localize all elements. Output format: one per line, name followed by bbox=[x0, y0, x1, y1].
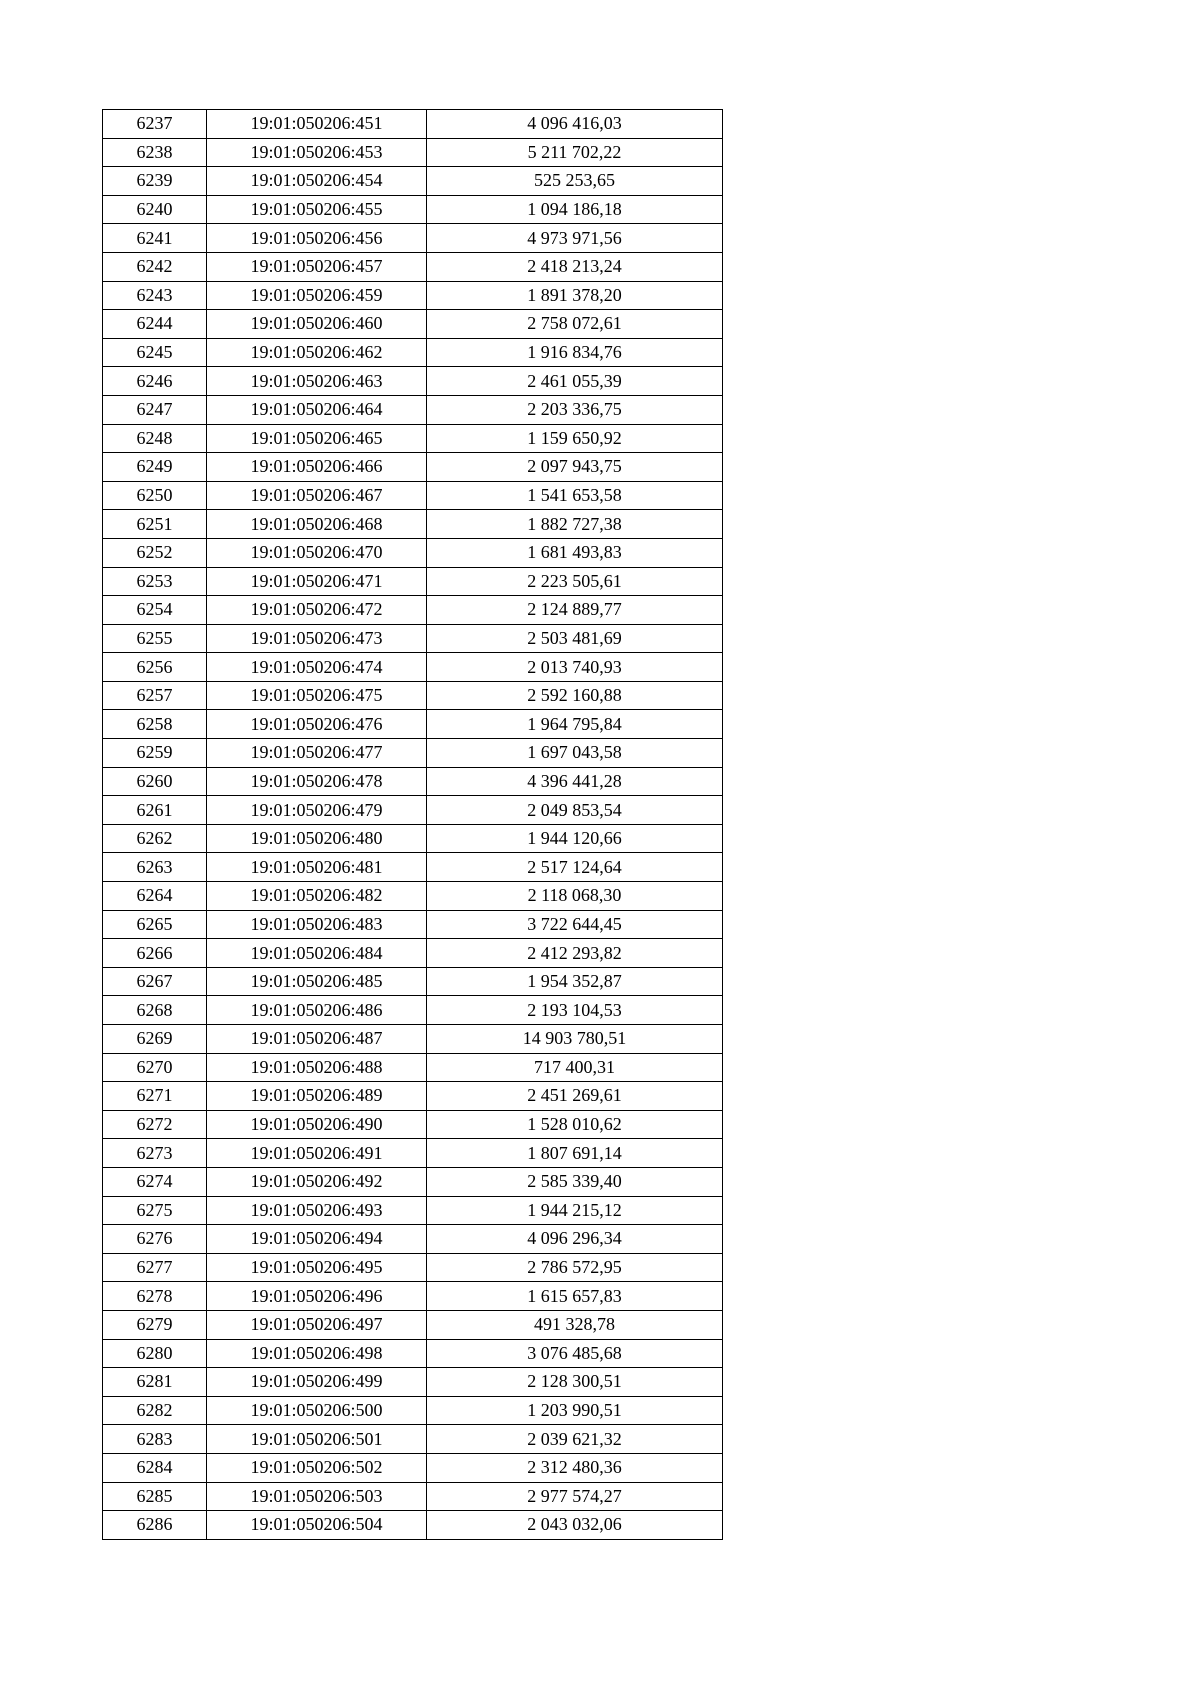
table-row bbox=[103, 1425, 723, 1454]
cadastral-number-cell: 19:01:050206:483 bbox=[207, 910, 427, 939]
cadastral-number-cell: 19:01:050206:465 bbox=[207, 424, 427, 453]
cadastral-value-cell: 1 964 795,84 bbox=[427, 710, 723, 739]
table-row bbox=[103, 739, 723, 768]
row-number-cell: 6243 bbox=[103, 281, 207, 310]
cadastral-number-cell: 19:01:050206:489 bbox=[207, 1082, 427, 1111]
cadastral-value-cell: 2 013 740,93 bbox=[427, 653, 723, 682]
cadastral-value-cell: 5 211 702,22 bbox=[427, 138, 723, 167]
row-number-cell: 6279 bbox=[103, 1310, 207, 1339]
cadastral-number-cell: 19:01:050206:479 bbox=[207, 796, 427, 825]
cadastral-value-cell: 2 039 621,32 bbox=[427, 1425, 723, 1454]
row-number-cell: 6264 bbox=[103, 882, 207, 911]
cadastral-value-cell: 2 097 943,75 bbox=[427, 453, 723, 482]
row-number-cell: 6272 bbox=[103, 1110, 207, 1139]
row-number-cell: 6250 bbox=[103, 481, 207, 510]
cadastral-value-cell: 1 944 215,12 bbox=[427, 1196, 723, 1225]
table-row bbox=[103, 310, 723, 339]
table-row bbox=[103, 596, 723, 625]
cadastral-value-cell: 2 312 480,36 bbox=[427, 1453, 723, 1482]
table-body bbox=[103, 110, 723, 1540]
cadastral-number-cell: 19:01:050206:467 bbox=[207, 481, 427, 510]
cadastral-number-cell: 19:01:050206:466 bbox=[207, 453, 427, 482]
row-number-cell: 6255 bbox=[103, 624, 207, 653]
row-number-cell: 6285 bbox=[103, 1482, 207, 1511]
cadastral-value-cell: 2 977 574,27 bbox=[427, 1482, 723, 1511]
row-number-cell: 6256 bbox=[103, 653, 207, 682]
cadastral-number-cell: 19:01:050206:497 bbox=[207, 1310, 427, 1339]
cadastral-number-cell: 19:01:050206:478 bbox=[207, 767, 427, 796]
cadastral-number-cell: 19:01:050206:504 bbox=[207, 1511, 427, 1540]
cadastral-number-cell: 19:01:050206:476 bbox=[207, 710, 427, 739]
table-row bbox=[103, 1110, 723, 1139]
row-number-cell: 6280 bbox=[103, 1339, 207, 1368]
cadastral-number-cell: 19:01:050206:491 bbox=[207, 1139, 427, 1168]
row-number-cell: 6254 bbox=[103, 596, 207, 625]
row-number-cell: 6265 bbox=[103, 910, 207, 939]
cadastral-value-cell: 2 412 293,82 bbox=[427, 939, 723, 968]
row-number-cell: 6240 bbox=[103, 195, 207, 224]
table-row bbox=[103, 281, 723, 310]
table-row bbox=[103, 1196, 723, 1225]
row-number-cell: 6277 bbox=[103, 1253, 207, 1282]
cadastral-number-cell: 19:01:050206:495 bbox=[207, 1253, 427, 1282]
row-number-cell: 6248 bbox=[103, 424, 207, 453]
row-number-cell: 6242 bbox=[103, 252, 207, 281]
cadastral-number-cell: 19:01:050206:451 bbox=[207, 110, 427, 139]
table-row bbox=[103, 481, 723, 510]
row-number-cell: 6274 bbox=[103, 1167, 207, 1196]
cadastral-value-cell: 1 697 043,58 bbox=[427, 739, 723, 768]
cadastral-value-cell: 1 891 378,20 bbox=[427, 281, 723, 310]
cadastral-value-cell: 2 517 124,64 bbox=[427, 853, 723, 882]
cadastral-value-cell: 14 903 780,51 bbox=[427, 1025, 723, 1054]
cadastral-number-cell: 19:01:050206:471 bbox=[207, 567, 427, 596]
cadastral-number-cell: 19:01:050206:453 bbox=[207, 138, 427, 167]
table-row bbox=[103, 624, 723, 653]
row-number-cell: 6284 bbox=[103, 1453, 207, 1482]
cadastral-number-cell: 19:01:050206:501 bbox=[207, 1425, 427, 1454]
table-row bbox=[103, 395, 723, 424]
table-row bbox=[103, 367, 723, 396]
cadastral-value-cell: 2 503 481,69 bbox=[427, 624, 723, 653]
table-row bbox=[103, 252, 723, 281]
cadastral-value-cell: 2 124 889,77 bbox=[427, 596, 723, 625]
cadastral-number-cell: 19:01:050206:477 bbox=[207, 739, 427, 768]
cadastral-number-cell: 19:01:050206:470 bbox=[207, 538, 427, 567]
cadastral-value-cell: 4 973 971,56 bbox=[427, 224, 723, 253]
cadastral-value-cell: 2 585 339,40 bbox=[427, 1167, 723, 1196]
cadastral-value-cell: 2 049 853,54 bbox=[427, 796, 723, 825]
cadastral-number-cell: 19:01:050206:496 bbox=[207, 1282, 427, 1311]
cadastral-value-cell: 3 076 485,68 bbox=[427, 1339, 723, 1368]
cadastral-value-cell: 4 096 296,34 bbox=[427, 1225, 723, 1254]
cadastral-value-cell: 1 159 650,92 bbox=[427, 424, 723, 453]
cadastral-value-cell: 3 722 644,45 bbox=[427, 910, 723, 939]
table-row bbox=[103, 1339, 723, 1368]
table-row bbox=[103, 1511, 723, 1540]
cadastral-value-cell: 2 203 336,75 bbox=[427, 395, 723, 424]
table-row bbox=[103, 167, 723, 196]
table-row bbox=[103, 1282, 723, 1311]
table-row bbox=[103, 767, 723, 796]
row-number-cell: 6258 bbox=[103, 710, 207, 739]
cadastral-number-cell: 19:01:050206:494 bbox=[207, 1225, 427, 1254]
cadastral-value-cell: 1 807 691,14 bbox=[427, 1139, 723, 1168]
cadastral-value-cell: 1 615 657,83 bbox=[427, 1282, 723, 1311]
cadastral-value-cell: 4 396 441,28 bbox=[427, 767, 723, 796]
row-number-cell: 6261 bbox=[103, 796, 207, 825]
table-row bbox=[103, 1139, 723, 1168]
row-number-cell: 6267 bbox=[103, 967, 207, 996]
cadastral-number-cell: 19:01:050206:485 bbox=[207, 967, 427, 996]
table-row bbox=[103, 453, 723, 482]
table-row bbox=[103, 1082, 723, 1111]
cadastral-number-cell: 19:01:050206:464 bbox=[207, 395, 427, 424]
cadastral-value-cell: 525 253,65 bbox=[427, 167, 723, 196]
cadastral-value-cell: 1 541 653,58 bbox=[427, 481, 723, 510]
cadastral-number-cell: 19:01:050206:481 bbox=[207, 853, 427, 882]
cadastral-number-cell: 19:01:050206:455 bbox=[207, 195, 427, 224]
cadastral-value-cell: 717 400,31 bbox=[427, 1053, 723, 1082]
table-row bbox=[103, 1167, 723, 1196]
table-row bbox=[103, 195, 723, 224]
table-row bbox=[103, 338, 723, 367]
cadastral-value-cell: 2 451 269,61 bbox=[427, 1082, 723, 1111]
cadastral-value-cell: 1 916 834,76 bbox=[427, 338, 723, 367]
cadastral-value-cell: 1 954 352,87 bbox=[427, 967, 723, 996]
row-number-cell: 6281 bbox=[103, 1368, 207, 1397]
cadastral-number-cell: 19:01:050206:468 bbox=[207, 510, 427, 539]
table-row bbox=[103, 1453, 723, 1482]
row-number-cell: 6276 bbox=[103, 1225, 207, 1254]
table-row bbox=[103, 796, 723, 825]
cadastral-value-cell: 1 944 120,66 bbox=[427, 824, 723, 853]
table-row bbox=[103, 1225, 723, 1254]
cadastral-number-cell: 19:01:050206:486 bbox=[207, 996, 427, 1025]
row-number-cell: 6251 bbox=[103, 510, 207, 539]
cadastral-value-cell: 1 681 493,83 bbox=[427, 538, 723, 567]
cadastral-number-cell: 19:01:050206:490 bbox=[207, 1110, 427, 1139]
cadastral-number-cell: 19:01:050206:475 bbox=[207, 681, 427, 710]
table-row bbox=[103, 681, 723, 710]
table-row bbox=[103, 910, 723, 939]
cadastral-value-cell: 2 043 032,06 bbox=[427, 1511, 723, 1540]
table-row bbox=[103, 138, 723, 167]
row-number-cell: 6238 bbox=[103, 138, 207, 167]
cadastral-value-cell: 1 094 186,18 bbox=[427, 195, 723, 224]
table-row bbox=[103, 224, 723, 253]
cadastral-value-table bbox=[102, 109, 723, 1540]
table-row bbox=[103, 567, 723, 596]
table-row bbox=[103, 1310, 723, 1339]
table-row bbox=[103, 1368, 723, 1397]
cadastral-number-cell: 19:01:050206:500 bbox=[207, 1396, 427, 1425]
cadastral-number-cell: 19:01:050206:460 bbox=[207, 310, 427, 339]
cadastral-number-cell: 19:01:050206:488 bbox=[207, 1053, 427, 1082]
cadastral-number-cell: 19:01:050206:493 bbox=[207, 1196, 427, 1225]
row-number-cell: 6275 bbox=[103, 1196, 207, 1225]
table-row bbox=[103, 710, 723, 739]
row-number-cell: 6237 bbox=[103, 110, 207, 139]
table-row bbox=[103, 538, 723, 567]
table-row bbox=[103, 1053, 723, 1082]
cadastral-value-cell: 491 328,78 bbox=[427, 1310, 723, 1339]
cadastral-value-cell: 2 758 072,61 bbox=[427, 310, 723, 339]
table-row bbox=[103, 1396, 723, 1425]
cadastral-number-cell: 19:01:050206:503 bbox=[207, 1482, 427, 1511]
cadastral-number-cell: 19:01:050206:457 bbox=[207, 252, 427, 281]
table-row bbox=[103, 653, 723, 682]
cadastral-value-cell: 1 528 010,62 bbox=[427, 1110, 723, 1139]
cadastral-number-cell: 19:01:050206:459 bbox=[207, 281, 427, 310]
table-row bbox=[103, 824, 723, 853]
row-number-cell: 6269 bbox=[103, 1025, 207, 1054]
row-number-cell: 6247 bbox=[103, 395, 207, 424]
cadastral-value-cell: 1 882 727,38 bbox=[427, 510, 723, 539]
cadastral-value-cell: 2 592 160,88 bbox=[427, 681, 723, 710]
row-number-cell: 6283 bbox=[103, 1425, 207, 1454]
row-number-cell: 6266 bbox=[103, 939, 207, 968]
cadastral-value-cell: 2 418 213,24 bbox=[427, 252, 723, 281]
cadastral-value-cell: 2 193 104,53 bbox=[427, 996, 723, 1025]
row-number-cell: 6246 bbox=[103, 367, 207, 396]
row-number-cell: 6271 bbox=[103, 1082, 207, 1111]
table-row bbox=[103, 996, 723, 1025]
cadastral-number-cell: 19:01:050206:484 bbox=[207, 939, 427, 968]
cadastral-number-cell: 19:01:050206:487 bbox=[207, 1025, 427, 1054]
cadastral-number-cell: 19:01:050206:482 bbox=[207, 882, 427, 911]
cadastral-number-cell: 19:01:050206:498 bbox=[207, 1339, 427, 1368]
row-number-cell: 6249 bbox=[103, 453, 207, 482]
cadastral-value-cell: 2 786 572,95 bbox=[427, 1253, 723, 1282]
row-number-cell: 6268 bbox=[103, 996, 207, 1025]
cadastral-value-cell: 4 096 416,03 bbox=[427, 110, 723, 139]
table-row bbox=[103, 853, 723, 882]
row-number-cell: 6244 bbox=[103, 310, 207, 339]
cadastral-number-cell: 19:01:050206:474 bbox=[207, 653, 427, 682]
row-number-cell: 6286 bbox=[103, 1511, 207, 1540]
cadastral-number-cell: 19:01:050206:454 bbox=[207, 167, 427, 196]
table-row bbox=[103, 110, 723, 139]
cadastral-number-cell: 19:01:050206:492 bbox=[207, 1167, 427, 1196]
cadastral-number-cell: 19:01:050206:462 bbox=[207, 338, 427, 367]
row-number-cell: 6239 bbox=[103, 167, 207, 196]
row-number-cell: 6273 bbox=[103, 1139, 207, 1168]
row-number-cell: 6252 bbox=[103, 538, 207, 567]
cadastral-number-cell: 19:01:050206:473 bbox=[207, 624, 427, 653]
row-number-cell: 6245 bbox=[103, 338, 207, 367]
row-number-cell: 6278 bbox=[103, 1282, 207, 1311]
row-number-cell: 6260 bbox=[103, 767, 207, 796]
table-row bbox=[103, 424, 723, 453]
cadastral-value-cell: 2 118 068,30 bbox=[427, 882, 723, 911]
row-number-cell: 6241 bbox=[103, 224, 207, 253]
row-number-cell: 6262 bbox=[103, 824, 207, 853]
cadastral-number-cell: 19:01:050206:472 bbox=[207, 596, 427, 625]
cadastral-number-cell: 19:01:050206:480 bbox=[207, 824, 427, 853]
row-number-cell: 6259 bbox=[103, 739, 207, 768]
table-row bbox=[103, 939, 723, 968]
table-row bbox=[103, 967, 723, 996]
row-number-cell: 6282 bbox=[103, 1396, 207, 1425]
cadastral-value-cell: 1 203 990,51 bbox=[427, 1396, 723, 1425]
row-number-cell: 6253 bbox=[103, 567, 207, 596]
row-number-cell: 6270 bbox=[103, 1053, 207, 1082]
cadastral-number-cell: 19:01:050206:502 bbox=[207, 1453, 427, 1482]
table-row bbox=[103, 1025, 723, 1054]
row-number-cell: 6257 bbox=[103, 681, 207, 710]
cadastral-value-cell: 2 461 055,39 bbox=[427, 367, 723, 396]
cadastral-value-cell: 2 128 300,51 bbox=[427, 1368, 723, 1397]
cadastral-number-cell: 19:01:050206:499 bbox=[207, 1368, 427, 1397]
row-number-cell: 6263 bbox=[103, 853, 207, 882]
cadastral-number-cell: 19:01:050206:463 bbox=[207, 367, 427, 396]
table-row bbox=[103, 1482, 723, 1511]
cadastral-value-cell: 2 223 505,61 bbox=[427, 567, 723, 596]
cadastral-number-cell: 19:01:050206:456 bbox=[207, 224, 427, 253]
table-row bbox=[103, 510, 723, 539]
table-row bbox=[103, 882, 723, 911]
table-row bbox=[103, 1253, 723, 1282]
